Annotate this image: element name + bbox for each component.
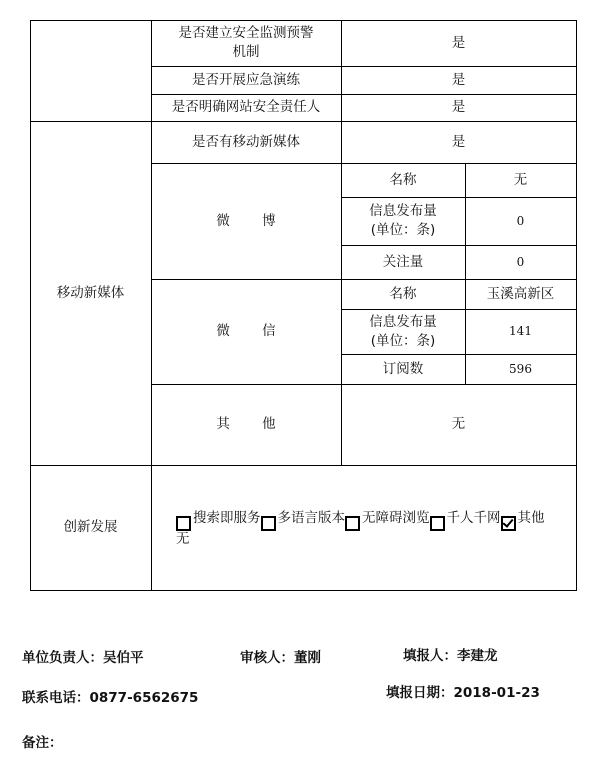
weibo-name-value: 无 <box>513 171 528 188</box>
innovation-label: 创新发展 <box>63 519 118 535</box>
weibo-name-label: 名称 <box>389 171 417 188</box>
weibo-label: 微 博 <box>216 212 290 229</box>
weibo-follow-value: 0 <box>516 254 525 269</box>
checkbox[interactable] <box>430 516 445 531</box>
other-label: 其 他 <box>216 416 290 432</box>
rule <box>576 20 577 591</box>
weixin-sub-value: 596 <box>509 361 532 376</box>
option-accessibility[interactable]: 无障碍浏览 <box>345 508 430 531</box>
security-monitoring-label: 是否建立安全监测预警机制 <box>178 25 314 60</box>
filler: 填报人：李建龙 <box>403 648 498 664</box>
option-multilingual[interactable]: 多语言版本 <box>261 508 346 531</box>
innovation-other-text: 无 <box>176 531 190 547</box>
has-media-value: 是 <box>451 133 466 150</box>
weixin-posts-label: 信息发布量 (单位：条) <box>369 313 437 349</box>
weixin-sub-label: 订阅数 <box>382 360 424 377</box>
security-owner-value: 是 <box>451 99 466 115</box>
contact-phone: 联系电话：0877-6562675 <box>22 690 199 706</box>
checkbox[interactable] <box>176 516 191 531</box>
reviewer: 审核人：董刚 <box>240 650 321 666</box>
emergency-drill-value: 是 <box>451 71 466 88</box>
weixin-posts-value: 141 <box>509 324 532 338</box>
option-personalized[interactable]: 千人千网 <box>430 508 501 531</box>
remarks: 备注： <box>22 735 63 751</box>
weixin-label: 微 信 <box>216 323 290 339</box>
media-section-label: 移动新媒体 <box>56 284 125 301</box>
innovation-options <box>176 508 576 549</box>
weibo-posts-value: 0 <box>516 213 525 228</box>
weixin-name-value: 玉溪高新区 <box>486 285 555 302</box>
security-monitoring-value: 是 <box>451 34 466 51</box>
weibo-posts-label: 信息发布量 (单位：条) <box>369 203 437 238</box>
weibo-follow-label: 关注量 <box>382 253 424 270</box>
rule <box>30 590 577 591</box>
checkbox-checked[interactable] <box>501 516 516 531</box>
checkbox[interactable] <box>345 516 360 531</box>
option-search-service[interactable]: 搜索即服务 <box>176 508 261 531</box>
other-value: 无 <box>451 416 466 432</box>
unit-head: 单位负责人：吴伯平 <box>22 650 144 666</box>
checkbox[interactable] <box>261 516 276 531</box>
option-other[interactable]: 其他 <box>501 508 545 531</box>
security-owner-label: 是否明确网站安全责任人 <box>171 99 321 115</box>
has-media-label: 是否有移动新媒体 <box>192 133 300 150</box>
emergency-drill-label: 是否开展应急演练 <box>192 71 300 88</box>
report-date: 填报日期：2018-01-23 <box>386 685 540 701</box>
weixin-name-label: 名称 <box>389 285 417 302</box>
